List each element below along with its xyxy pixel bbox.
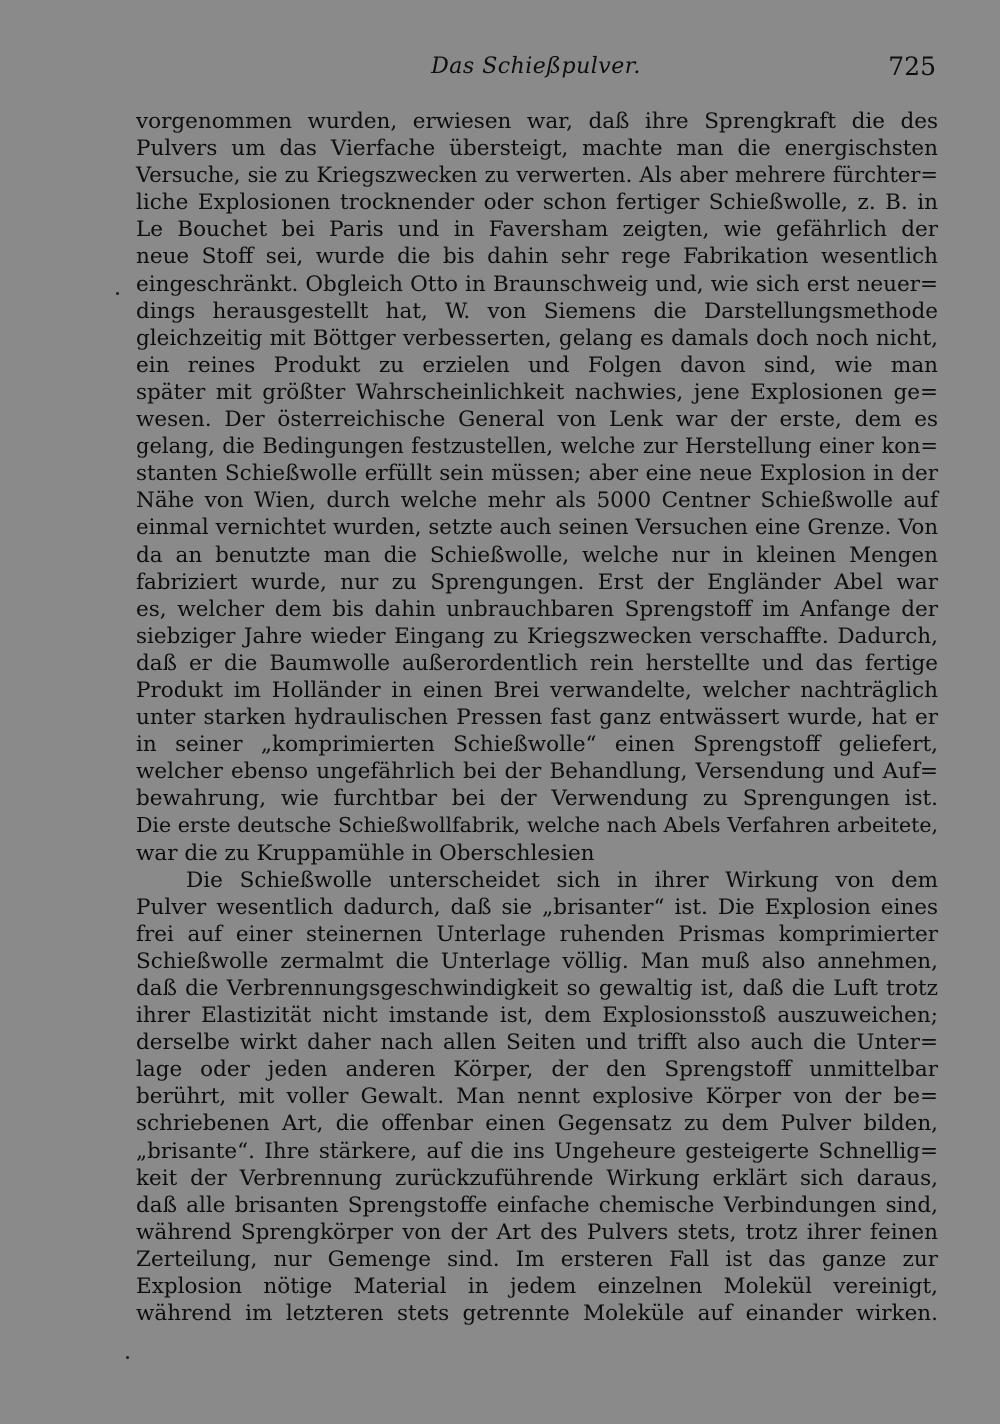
text-line: in seiner „komprimierten Schießwolle“ einen Sprengstoff geliefert, xyxy=(136,732,938,758)
text-line: wesen. Der österreichische General von Lenk war der erste, dem es xyxy=(136,407,938,433)
page-header xyxy=(136,54,936,90)
text-line: Die Schießwolle unterscheidet sich in ihrer Wirkung von dem xyxy=(186,867,938,893)
page-number: 725 xyxy=(888,52,936,81)
text-line: daß alle brisanten Sprengstoffe einfache chemische Verbindungen sind, xyxy=(136,1192,938,1218)
text-line: dings herausgestellt hat, W. von Siemens die Darstellungsmethode xyxy=(136,298,938,324)
text-line: Schießwolle zermalmt die Unterlage völlig. Man muß also annehmen, xyxy=(136,948,938,974)
text-line: Die erste deutsche Schießwollfabrik, welche nach Abels Verfahren arbeitete, xyxy=(136,813,938,838)
text-line: stanten Schießwolle erfüllt sein müssen; aber eine neue Explosion in der xyxy=(136,461,938,487)
text-line: da an benutzte man die Schießwolle, welche nur in kleinen Mengen xyxy=(136,542,938,568)
text-line: Pulver wesentlich dadurch, daß sie „brisanter“ ist. Die Explosion eines xyxy=(136,894,938,920)
text-line: gleichzeitig mit Böttger verbesserten, gelang es damals doch noch nicht, xyxy=(136,325,938,351)
text-line: Le Bouchet bei Paris und in Faversham zeigten, wie gefährlich der xyxy=(136,217,938,243)
text-line: während Sprengkörper von der Art des Pulvers stets, trotz ihrer feinen xyxy=(136,1219,938,1245)
text-line: fabriziert wurde, nur zu Sprengungen. Erst der Engländer Abel war xyxy=(136,569,938,595)
text-line: bewahrung, wie furchtbar bei der Verwendung zu Sprengungen ist. xyxy=(136,786,938,812)
text-line: unter starken hydraulischen Pressen fast ganz entwässert wurde, hat er xyxy=(136,705,938,731)
text-line: Produkt im Holländer in einen Brei verwandelte, welcher nachträglich xyxy=(136,677,938,703)
text-line: ihrer Elastizität nicht imstande ist, dem Explosionsstoß auszuweichen; xyxy=(136,1003,938,1029)
text-line: Versuche, sie zu Kriegszwecken zu verwerten. Als aber mehrere fürchter= xyxy=(136,163,938,188)
text-line: keit der Verbrennung zurückzuführende Wirkung erklärt sich daraus, xyxy=(136,1165,938,1191)
text-line: schriebenen Art, die offenbar einen Gegensatz zu dem Pulver bilden, xyxy=(136,1111,938,1137)
text-line: Pulvers um das Vierfache übersteigt, machte man die energischsten xyxy=(136,136,938,162)
text-line: daß er die Baumwolle außerordentlich rein herstellte und das fertige xyxy=(136,650,938,676)
text-line: Nähe von Wien, durch welche mehr als 5000 Centner Schießwolle auf xyxy=(136,488,938,514)
margin-speck xyxy=(116,292,119,295)
text-line: berührt, mit voller Gewalt. Man nennt explosive Körper von der be= xyxy=(136,1084,938,1110)
body-text xyxy=(136,108,938,1327)
text-line: vorgenommen wurden, erwiesen war, daß ihre Sprengkraft die des xyxy=(136,109,938,134)
text-line: Zerteilung, nur Gemenge sind. Im ersteren Fall ist das ganze zur xyxy=(136,1246,938,1272)
text-line: frei auf einer steinernen Unterlage ruhenden Prismas komprimierter xyxy=(136,921,938,947)
text-line: neue Stoff sei, wurde die bis dahin sehr rege Fabrikation wesentlich xyxy=(136,244,938,270)
text-line: „brisante“. Ihre stärkere, auf die ins Ungeheure gesteigerte Schnellig= xyxy=(136,1138,938,1164)
running-title: Das Schießpulver. xyxy=(431,54,641,79)
text-line: liche Explosionen trocknender oder schon fertiger Schießwolle, z. B. in xyxy=(136,190,938,216)
text-line: eingeschränkt. Obgleich Otto in Braunschweig und, wie sich erst neuer= xyxy=(136,271,938,297)
text-line: es, welcher dem bis dahin unbrauchbaren Sprengstoff im Anfange der xyxy=(136,596,938,622)
text-line: während im letzteren stets getrennte Moleküle auf einander wirken. xyxy=(136,1301,938,1327)
text-line: siebziger Jahre wieder Eingang zu Kriegszwecken verschaffte. Dadurch, xyxy=(136,623,938,649)
text-line: war die zu Kruppamühle in Oberschlesien xyxy=(136,840,595,866)
text-line: ein reines Produkt zu erzielen und Folgen davon sind, wie man xyxy=(136,352,938,378)
text-line: derselbe wirkt daher nach allen Seiten und trifft also auch die Unter= xyxy=(136,1030,938,1056)
text-line: gelang, die Bedingungen festzustellen, welche zur Herstellung einer kon= xyxy=(136,434,938,459)
text-line: einmal vernichtet wurden, setzte auch seinen Versuchen eine Grenze. Von xyxy=(136,515,938,541)
text-line: welcher ebenso ungefährlich bei der Behandlung, Versendung und Auf= xyxy=(136,759,938,785)
text-line: später mit größter Wahrscheinlichkeit nachwies, jene Explosionen ge= xyxy=(136,379,938,405)
text-line: Explosion nötige Material in jedem einzelnen Molekül vereinigt, xyxy=(136,1274,938,1300)
text-line: lage oder jeden anderen Körper, der den Sprengstoff unmittelbar xyxy=(136,1057,938,1083)
text-line: daß die Verbrennungsgeschwindigkeit so gewaltig ist, daß die Luft trotz xyxy=(136,976,938,1001)
margin-speck xyxy=(126,1356,129,1359)
